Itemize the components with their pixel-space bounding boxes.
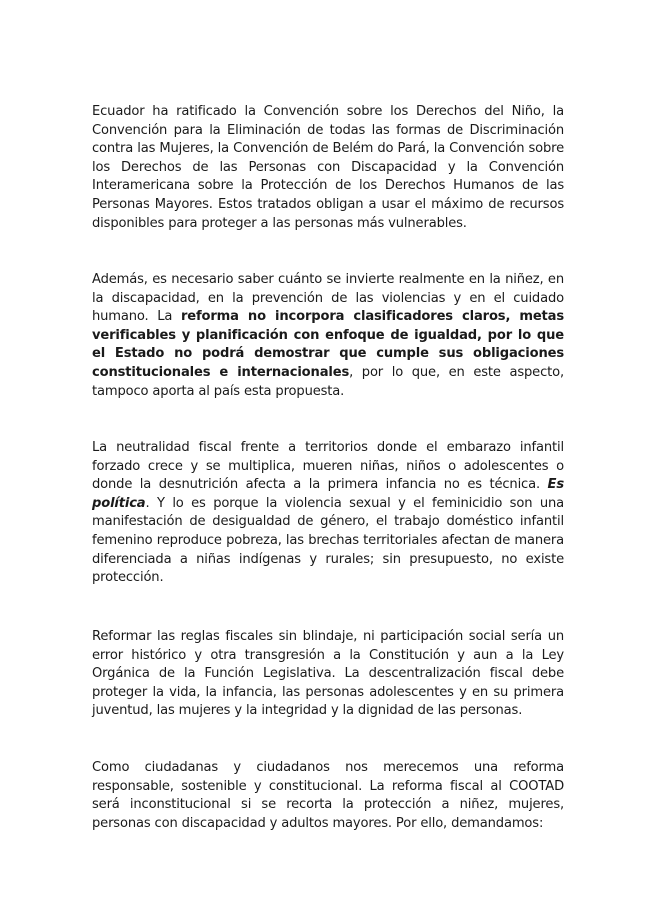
paragraph-fiscal-neutrality	[92, 439, 564, 588]
paragraph-investment	[92, 271, 564, 401]
paragraph-conventions: Ecuador ha ratificado la Convención sobre los Derechos del Niño, la Convención para la Eliminación de todas las formas de Discriminación contra las Mujeres, la Convención de Belém do Pará, la Convención sobre los Derechos de las Personas con Discapacidad y la Convención Interamericana sobre la Protección de los Derechos Humanos de las Personas Mayores. Estos tratados obligan a usar el máximo de recursos disponibles para proteger a las personas más vulnerables.	[92, 104, 564, 231]
paragraph-investment-bold: reforma no incorpora clasificadores claros, metas verificables y planificación con enfoque de igualdad, por lo que el Estado no podrá demostrar que cumple sus obligaciones constitucionales e internacionales	[92, 309, 564, 380]
paragraph-fiscal-neutrality-text-1: La neutralidad fiscal frente a territorios donde el embarazo infantil forzado crece y se multiplica, mueren niñas, niños o adolescentes o donde la desnutrición afecta a la primera infancia no es técnica.	[92, 440, 564, 493]
paragraph-fiscal-neutrality-emphasis: Es política	[92, 477, 564, 511]
paragraph-investment-text-2: , por lo que, en este aspecto, tampoco aporta al país esta propuesta.	[92, 364, 564, 399]
paragraph-demands: Como ciudadanas y ciudadanos nos merecemos una reforma responsable, sostenible y constitucional. La reforma fiscal al COOTAD será inconstitucional si se recorta la protección a niñez, mujeres, personas con discapacidad y adultos mayores. Por ello, demandamos:	[92, 760, 564, 831]
paragraph-fiscal-neutrality-text-2: . Y lo es porque la violencia sexual y el feminicidio son una manifestación de desigualdad de género, el trabajo doméstico infantil femenino reproduce pobreza, las brechas territoriales afectan de manera diferenciada a niñas indígenas y rurales; sin presupuesto, no existe protección.	[92, 495, 564, 586]
paragraph-fiscal-rules: Reformar las reglas fiscales sin blindaje, ni participación social sería un error histórico y otra transgresión a la Constitución y aun a la Ley Orgánica de la Función Legislativa. La descentralización fiscal debe proteger la vida, la infancia, las personas adolescentes y en su primera juventud, las mujeres y la integridad y la dignidad de las personas.	[92, 629, 564, 719]
paragraph-investment-text-1: Además, es necesario saber cuánto se invierte realmente en la niñez, en la discapacidad, en la prevención de las violencias y en el cuidado humano. La	[92, 272, 564, 325]
